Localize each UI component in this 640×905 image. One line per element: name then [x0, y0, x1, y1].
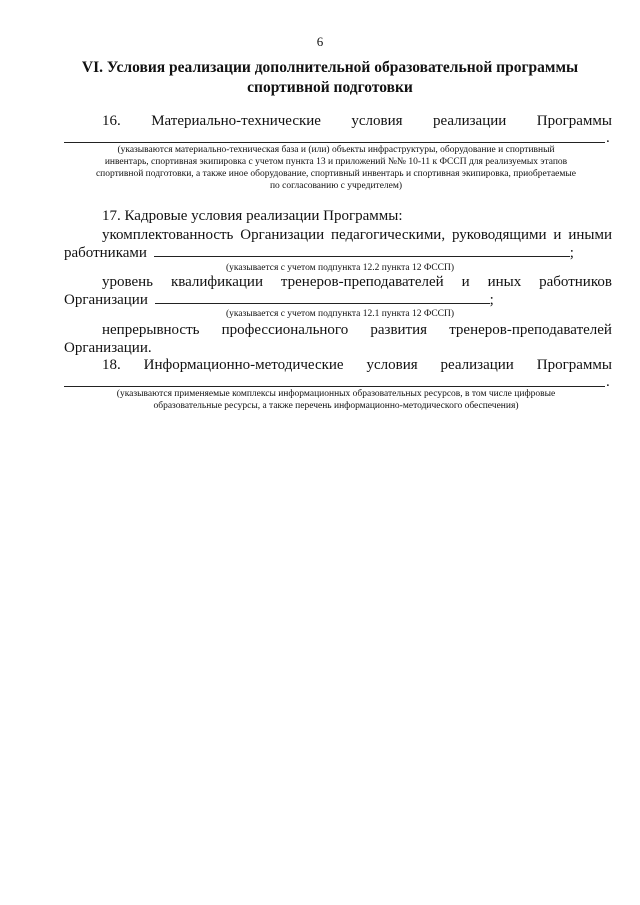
staffing-fill-line: [154, 244, 570, 257]
staffing-line: [102, 226, 612, 244]
item-18-note-line-2: образовательные ресурсы, а также перечень информационно-методического обеспечения): [153, 401, 519, 411]
item-18-word-2: условия: [366, 357, 418, 373]
item-18-heading: [102, 356, 612, 374]
item-16-word-1: Материально-технические: [151, 113, 321, 129]
item-16-note-line-4: по согласованию с учредителем): [269, 181, 403, 191]
qualification-word-4: и: [461, 274, 470, 290]
development-word-3: развития: [370, 322, 428, 338]
item-16-fill-line: [64, 142, 605, 143]
development-line: [102, 321, 612, 339]
item-18-number: 18.: [102, 357, 121, 373]
item-16-heading: [102, 112, 612, 130]
qualification-continuation-word: Организации: [64, 292, 148, 308]
staffing-continuation: [64, 244, 574, 262]
staffing-word-1: укомплектованность: [102, 227, 234, 243]
staffing-end-mark: ;: [569, 245, 574, 261]
qualification-word-5: иных: [487, 274, 522, 290]
qualification-word-1: уровень: [102, 274, 154, 290]
item-18-word-3: реализации: [440, 357, 514, 373]
item-18-note: [56, 388, 616, 412]
item-18-word-4: Программы: [536, 357, 612, 373]
qualification-fill-line: [155, 291, 490, 304]
item-18-word-1: Информационно-методические: [143, 357, 344, 373]
item-16-note-line-2: инвентарь, спортивная экипировка с учетом пункта 13 и приложений №№ 10-11 к ФССП для реализуемых этапов: [104, 157, 568, 167]
qualification-word-3: тренеров-преподавателей: [280, 274, 444, 290]
qualification-word-2: квалификации: [170, 274, 263, 290]
development-word-2: профессионального: [221, 322, 349, 338]
qualification-continuation: [64, 291, 494, 309]
item-17-heading: 17. Кадровые условия реализации Программы:: [102, 208, 403, 224]
item-18-end-mark: .: [606, 374, 610, 390]
item-16-number: 16.: [102, 113, 121, 129]
qualification-line: [102, 273, 612, 291]
staffing-word-5: и: [553, 227, 562, 243]
section-title-line-1: VI. Условия реализации дополнительной образовательной программы: [81, 59, 579, 76]
item-18-fill-line: [64, 386, 605, 387]
staffing-word-3: педагогическими,: [331, 227, 446, 243]
staffing-note: (указывается с учетом подпункта 12.2 пункта 12 ФССП): [225, 263, 455, 273]
item-18-note-line-1: (указываются применяемые комплексы информационных образовательных ресурсов, в том числе цифровые: [116, 389, 556, 399]
qualification-note: (указывается с учетом подпункта 12.1 пункта 12 ФССП): [225, 309, 455, 319]
development-word-1: непрерывность: [102, 322, 200, 338]
item-16-note-line-1: (указываются материально-техническая база и (или) объекты инфраструктуры, оборудование и спортивный: [117, 145, 555, 155]
qualification-end-mark: ;: [489, 292, 494, 308]
item-16-word-4: Программы: [536, 113, 612, 129]
item-16-end-mark: .: [606, 130, 610, 146]
staffing-word-2: Организации: [240, 227, 325, 243]
item-16-word-2: условия: [351, 113, 403, 129]
section-title: [60, 58, 600, 98]
section-title-line-2: спортивной подготовки: [247, 79, 413, 96]
staffing-word-6: иными: [568, 227, 612, 243]
item-16-note: [56, 144, 616, 192]
item-16-note-line-3: спортивной подготовки, а также иное оборудование, спортивный инвентарь и спортивная экипировка, приобретаемые: [95, 169, 577, 179]
page-number: 6: [316, 34, 324, 49]
development-word-4: тренеров-преподавателей: [449, 322, 612, 338]
qualification-word-6: работников: [539, 274, 612, 290]
item-16-word-3: реализации: [432, 113, 507, 129]
staffing-continuation-word: работниками: [64, 245, 147, 261]
development-continuation: Организации.: [64, 340, 152, 356]
staffing-word-4: руководящими: [451, 227, 547, 243]
